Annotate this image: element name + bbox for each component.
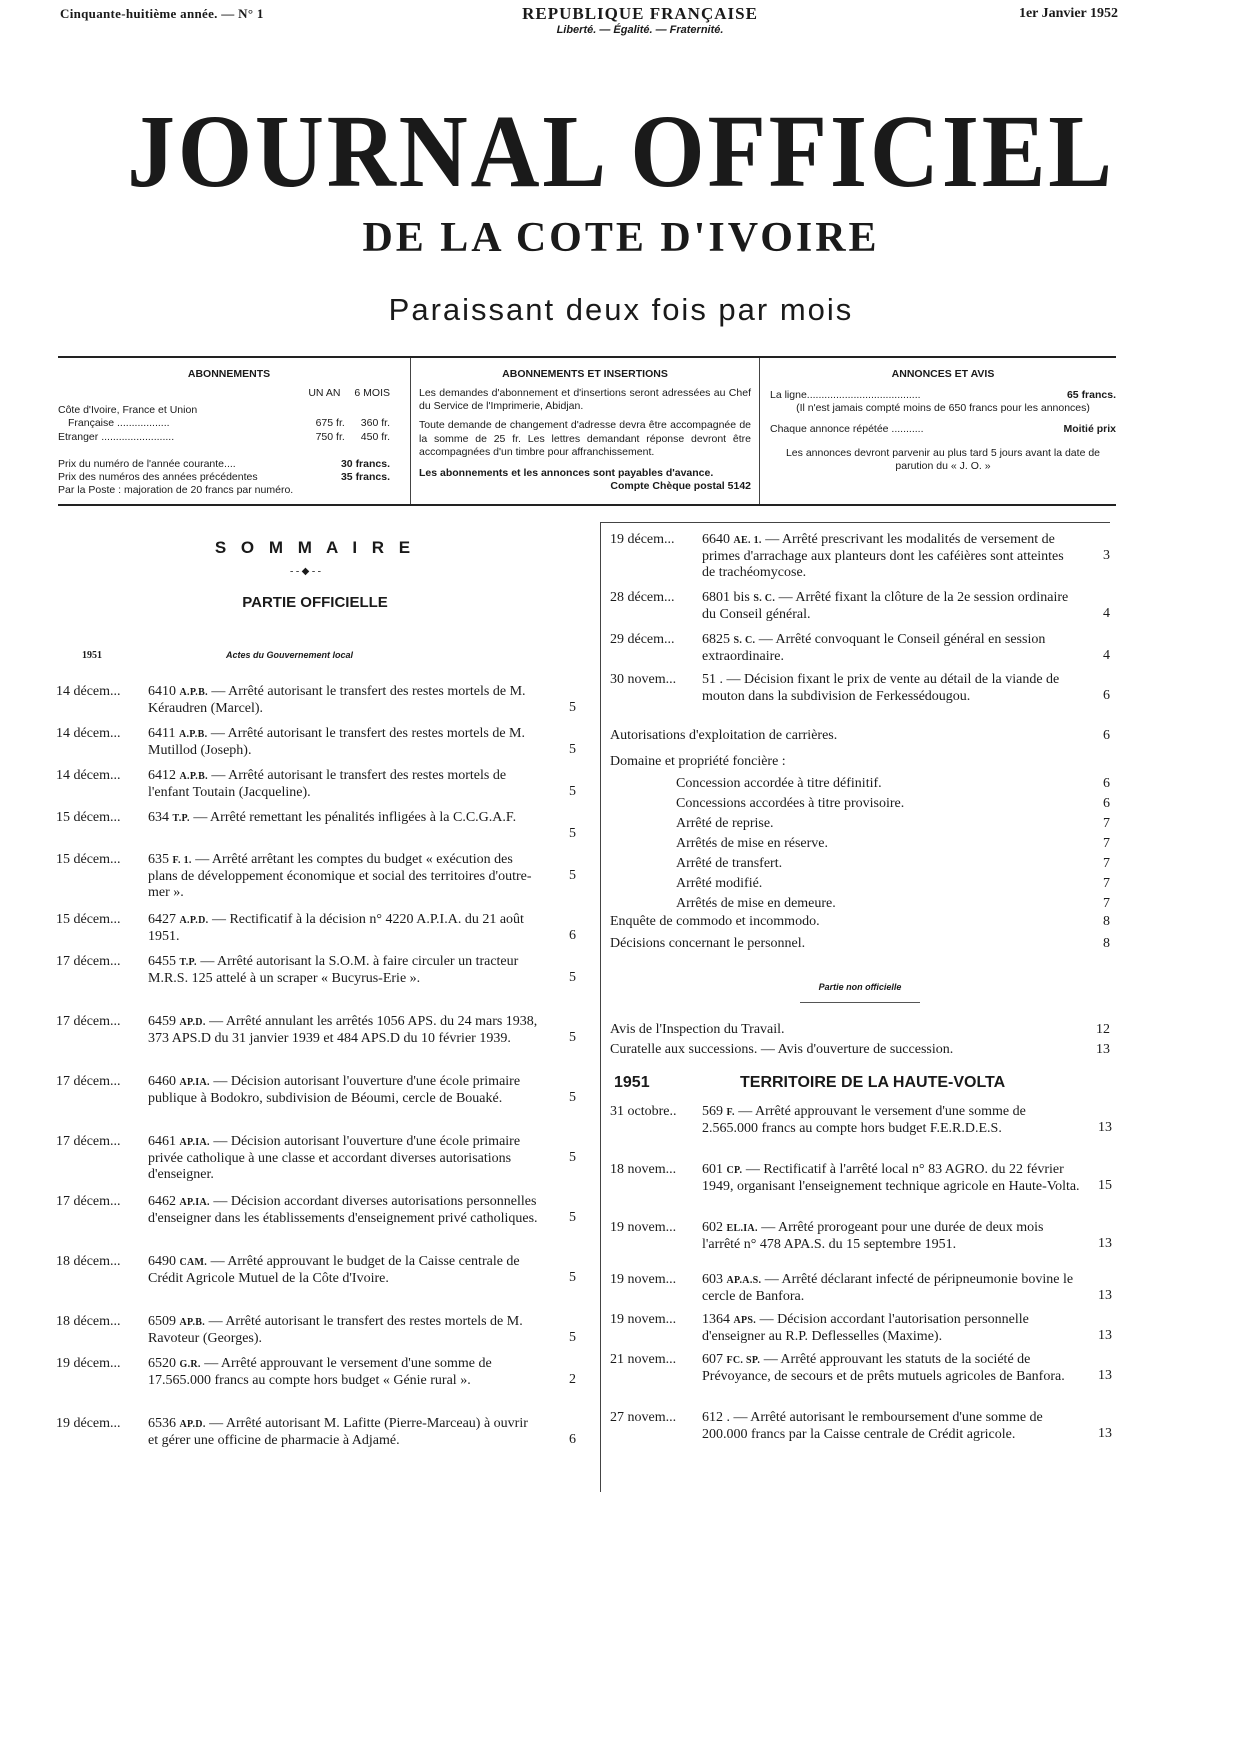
entry-text: [702, 532, 1080, 581]
entry-page: 6: [569, 1432, 576, 1447]
entry-code: APS.: [733, 1315, 757, 1326]
entry-date: 17 décem...: [56, 1134, 121, 1149]
entry-description: — Arrêté autorisant le transfert des restes mortels de l'enfant Toutain (Jacqueline).: [148, 768, 507, 800]
decisions-item: [610, 936, 1110, 952]
entry-description: — Arrêté autorisant M. Lafitte (Pierre-Marceau) à ouvrir et gérer une officine de pharmacie à Adjamé.: [148, 1416, 528, 1448]
domaine-item-page: 7: [1103, 836, 1110, 851]
entry-number: 602: [702, 1220, 723, 1235]
carrieres-item: [610, 728, 1110, 744]
domaine-item-label: Arrêté de transfert.: [676, 856, 783, 871]
annonces-note: (Il n'est jamais compté moins de 650 francs pour les annonces): [796, 402, 1090, 415]
entry-description: — Décision autorisant l'ouverture d'une école primaire publique à Bodokro, subdivision de Béoumi, cercle de Bouaké.: [148, 1074, 521, 1106]
domaine-item-page: 7: [1103, 856, 1110, 871]
avis-page: 12: [1096, 1022, 1110, 1037]
entry-text: [702, 1104, 1082, 1137]
entry-text: [148, 684, 540, 717]
entry-date: 15 décem...: [56, 912, 121, 927]
carrieres-label: Autorisations d'exploitation de carrières.: [610, 728, 838, 743]
repete-label: Chaque annonce répétée ...........: [770, 423, 924, 436]
journal-frequency: Paraissant deux fois par mois: [388, 292, 854, 327]
entry-text: [148, 1014, 540, 1047]
entry-page: 6: [569, 928, 576, 943]
entry-page: 13: [1098, 1368, 1112, 1383]
poste-note: Par la Poste : majoration de 20 francs par numéro.: [58, 483, 294, 496]
entry-description: — Arrêté prorogeant pour une durée de deux mois l'arrêté n° 478 APA.S. du 15 septembre 1951.: [702, 1220, 1044, 1252]
entry-text: [148, 1134, 540, 1183]
entry-date: 19 décem...: [610, 532, 675, 547]
entry-code: FC. SP.: [726, 1355, 761, 1366]
entry-number: 569: [702, 1104, 723, 1119]
entry-page: 6: [1103, 688, 1110, 703]
entry-number: 601: [702, 1162, 723, 1177]
entry-code: T.P.: [179, 957, 197, 968]
carrieres-page: 6: [1103, 728, 1110, 743]
entry-description: — Rectificatif à la décision n° 4220 A.P.I.A. du 21 août 1951.: [148, 912, 524, 944]
annonces-title: ANNONCES ET AVIS: [891, 368, 995, 380]
entry-description: — Arrêté approuvant les statuts de la société de Prévoyance, de secours et de prêts mutuels agricoles de Banfora.: [702, 1352, 1065, 1384]
republic-motto: Liberté. — Égalité. — Fraternité.: [556, 24, 724, 36]
entry-text: [702, 672, 1080, 705]
entry-date: 15 décem...: [56, 852, 121, 867]
entry-page: 5: [569, 826, 576, 841]
domaine-item: [676, 796, 1110, 812]
annonces-box: [770, 358, 1116, 504]
entry-date: 28 décem...: [610, 590, 675, 605]
domaine-item: [676, 876, 1110, 892]
domaine-item-label: Arrêtés de mise en réserve.: [676, 836, 828, 851]
domaine-item-label: Concessions accordées à titre provisoire.: [676, 796, 905, 811]
entry-code: EL.IA.: [726, 1223, 758, 1234]
entry-text: [148, 912, 540, 945]
col-un-an: UN AN: [308, 387, 341, 400]
entry-text: [702, 1352, 1082, 1385]
actes-heading: Actes du Gouvernement local: [226, 650, 354, 660]
issue-date: 1er Janvier 1952: [1018, 6, 1118, 21]
entry-code: T.P.: [172, 813, 190, 824]
insertions-p2: Toute demande de changement d'adresse devra être accompagnée de la somme de 25 fr. Les lettres demandant réponse devront être accompagnées d'un timbre pour affranchissement.: [419, 419, 751, 458]
entry-text: [148, 726, 540, 759]
entry-date: 14 décem...: [56, 768, 121, 783]
entry-date: 14 décem...: [56, 684, 121, 699]
entry-number: 6455: [148, 954, 176, 969]
entry-number: 6460: [148, 1074, 176, 1089]
partie-non-officielle-heading: Partie non officielle: [818, 982, 902, 992]
abo-6-mois: 360 fr.: [360, 417, 390, 430]
entry-description: — Arrêté autorisant le transfert des restes mortels de M. Kéraudren (Marcel).: [148, 684, 526, 716]
divider-rule: [800, 1002, 920, 1003]
entry-number: 6462: [148, 1194, 176, 1209]
entry-date: 19 novem...: [610, 1272, 677, 1287]
domaine-item-label: Arrêté de reprise.: [676, 816, 774, 831]
domaine-item: [676, 816, 1110, 832]
entry-text: [702, 1220, 1082, 1253]
entry-text: [148, 1254, 540, 1287]
journal-subtitle: DE LA COTE D'IVOIRE: [362, 215, 880, 261]
abonnements-box: [58, 358, 400, 504]
column-divider: [600, 522, 601, 1492]
entry-description: — Arrêté convoquant le Conseil général en session extraordinaire.: [702, 632, 1046, 664]
entry-number: 603: [702, 1272, 723, 1287]
entry-number: 6412: [148, 768, 176, 783]
domaine-label: Domaine et propriété foncière :: [610, 754, 786, 769]
entry-date: 19 novem...: [610, 1312, 677, 1327]
issue-number: Cinquante-huitième année. — N° 1: [60, 6, 264, 21]
entry-description: — Décision accordant l'autorisation personnelle d'enseigner au R.P. Deflesselles (Maxime).: [702, 1312, 1029, 1344]
domaine-item-page: 6: [1103, 776, 1110, 791]
entry-page: 5: [569, 1270, 576, 1285]
entry-code: CP.: [726, 1165, 743, 1176]
prix-courant-value: 30 francs.: [340, 457, 390, 470]
entry-number: 6520: [148, 1356, 176, 1371]
entry-date: 21 novem...: [610, 1352, 677, 1367]
entry-description: . — Décision fixant le prix de vente au détail de la viande de mouton dans la subdivision de Ferkessédougou.: [702, 672, 1060, 704]
entry-code: G.R.: [179, 1359, 201, 1370]
entry-date: 18 décem...: [56, 1314, 121, 1329]
compte-cheque: Compte Chèque postal 5142: [610, 479, 751, 492]
partie-officielle-heading: PARTIE OFFICIELLE: [242, 594, 388, 611]
domaine-item: [676, 896, 1110, 912]
entry-page: 13: [1098, 1288, 1112, 1303]
entry-number: 51: [702, 672, 716, 687]
col-6-mois: 6 MOIS: [354, 387, 390, 400]
insertions-title: ABONNEMENTS ET INSERTIONS: [502, 368, 668, 380]
entry-description: — Arrêté autorisant la S.O.M. à faire circuler un tracteur M.R.S. 125 attelé à un scraper « Bucyrus-Erie ».: [148, 954, 519, 986]
entry-code: AP.IA.: [179, 1137, 210, 1148]
entry-code: S. C.: [733, 635, 756, 646]
entry-code: S. C.: [753, 593, 776, 604]
entry-date: 14 décem...: [56, 726, 121, 741]
entry-code: A.P.B.: [179, 687, 208, 698]
domaine-item: [676, 836, 1110, 852]
abo-row-label: Côte d'Ivoire, France et Union: [58, 404, 198, 417]
insertions-p3: Les abonnements et les annonces sont payables d'avance.: [419, 466, 714, 479]
entry-text: [148, 1356, 540, 1389]
entry-description: — Arrêté approuvant le versement d'une somme de 2.565.000 francs au compte hors budget F.E.R.D.E.S.: [702, 1104, 1026, 1136]
entry-code: F. 1.: [172, 855, 192, 866]
insertions-box: [410, 358, 760, 504]
entry-number: 6801 bis: [702, 590, 750, 605]
journal-title: JOURNAL OFFICIEL: [127, 94, 1115, 209]
entry-text: [702, 1272, 1082, 1305]
entry-description: — Arrêté arrêtant les comptes du budget « exécution des plans de développement économique et social des territoires d'outre-mer ».: [148, 852, 532, 900]
entry-number: 6411: [148, 726, 176, 741]
entry-page: 4: [1103, 606, 1110, 621]
entry-page: 3: [1103, 548, 1110, 563]
republic-block: [440, 4, 840, 36]
abo-un-an: 675 fr.: [315, 417, 345, 430]
abo-row-label: Etranger .........................: [58, 430, 175, 443]
entry-description: — Arrêté approuvant le versement d'une somme de 17.565.000 francs au compte hors budget « Génie rural ».: [148, 1356, 492, 1388]
ornament-icon: - - ◆ - -: [290, 566, 322, 577]
entry-date: 29 décem...: [610, 632, 675, 647]
entry-page: 5: [569, 868, 576, 883]
decisions-page: 8: [1103, 936, 1110, 951]
entry-text: [148, 1074, 540, 1107]
entry-page: 13: [1098, 1236, 1112, 1251]
enquete-item: [610, 914, 1110, 930]
entry-code: F.: [726, 1107, 735, 1118]
entry-description: — Arrêté prescrivant les modalités de versement de primes d'arrachage aux planteurs dont les caféières sont atteintes de trachéomycose.: [702, 532, 1064, 580]
entry-page: 15: [1098, 1178, 1112, 1193]
prix-precedentes-value: 35 francs.: [340, 470, 390, 483]
entry-date: 15 décem...: [56, 810, 121, 825]
entry-page: 5: [569, 1210, 576, 1225]
prix-courant: Prix du numéro de l'année courante....: [58, 457, 236, 470]
entry-text: [148, 768, 540, 801]
entry-page: 5: [569, 742, 576, 757]
entry-description: — Arrêté autorisant le transfert des restes mortels de M. Ravoteur (Georges).: [148, 1314, 523, 1346]
entry-code: AP.B.: [179, 1317, 206, 1328]
entry-description: — Arrêté déclarant infecté de péripneumonie bovine le cercle de Banfora.: [702, 1272, 1074, 1304]
year-label: 1951: [82, 650, 102, 661]
curatelle-item: [610, 1042, 1110, 1058]
domaine-item: [676, 856, 1110, 872]
entry-text: [702, 1312, 1082, 1345]
entry-date: 27 novem...: [610, 1410, 677, 1425]
entry-description: — Arrêté annulant les arrêtés 1056 APS. du 24 mars 1938, 373 APS.D du 31 janvier 1939 et 484 APS.D du 10 février 1939.: [148, 1014, 538, 1046]
entry-description: — Décision accordant diverses autorisations personnelles d'enseigner dans les établissements d'enseignement privé catholiques.: [148, 1194, 538, 1226]
entry-text: [148, 852, 540, 901]
entry-code: A.P.B.: [178, 729, 208, 740]
entry-text: [702, 1162, 1082, 1195]
entry-page: 13: [1098, 1426, 1112, 1441]
entry-number: 635: [148, 852, 169, 867]
entry-number: 6427: [148, 912, 176, 927]
domaine-item: [676, 776, 1110, 792]
entry-code: AP.A.S.: [726, 1275, 762, 1286]
curatelle-page: 13: [1096, 1042, 1110, 1057]
entry-text: [148, 954, 540, 987]
avis-label: Avis de l'Inspection du Travail.: [610, 1022, 785, 1037]
entry-page: 13: [1098, 1120, 1112, 1135]
entry-date: 31 octobre..: [610, 1104, 677, 1119]
entry-page: 5: [569, 1090, 576, 1105]
annonces-delai: Les annonces devront parvenir au plus tard 5 jours avant la date de parution du « J. O. »: [785, 446, 1101, 472]
hv-title: TERRITOIRE DE LA HAUTE-VOLTA: [740, 1074, 1006, 1091]
insertions-p1: Les demandes d'abonnement et d'insertions seront adressées au Chef du Service de l'Imprimerie, Abidjan.: [419, 387, 751, 413]
curatelle-label: Curatelle aux successions. — Avis d'ouverture de succession.: [610, 1042, 954, 1057]
republic-title: REPUBLIQUE FRANÇAISE: [522, 4, 758, 23]
entry-page: 5: [569, 1030, 576, 1045]
entry-number: 612: [702, 1410, 723, 1425]
entry-page: 4: [1103, 648, 1110, 663]
entry-date: 18 novem...: [610, 1162, 677, 1177]
avis-item: [610, 1022, 1110, 1038]
ligne-label: La ligne.......................................: [770, 389, 921, 402]
domaine-heading: [610, 754, 1110, 770]
abonnements-title: ABONNEMENTS: [187, 368, 271, 380]
decisions-label: Décisions concernant le personnel.: [610, 936, 806, 951]
domaine-item-page: 7: [1103, 876, 1110, 891]
domaine-item-label: Arrêté modifié.: [676, 876, 763, 891]
entry-date: 17 décem...: [56, 1014, 121, 1029]
entry-description: — Rectificatif à l'arrêté local n° 83 AGRO. du 22 février 1949, organisant l'enseignement technique agricole en Haute-Volta.: [702, 1162, 1080, 1194]
entry-description: — Décision autorisant l'ouverture d'une école primaire privée catholique à une classe et accordant diverses autorisations d'enseigner.: [148, 1134, 521, 1182]
entry-code: AP.D.: [179, 1419, 206, 1430]
entry-text: [702, 590, 1080, 623]
entry-code: AE. 1.: [733, 535, 762, 546]
entry-code: AP.IA.: [179, 1197, 210, 1208]
entry-page: 5: [569, 1330, 576, 1345]
entry-date: 19 novem...: [610, 1220, 677, 1235]
entry-code: A.P.D.: [179, 915, 209, 926]
entry-number: 6640: [702, 532, 730, 547]
entry-number: 6825: [702, 632, 730, 647]
entry-code: CAM.: [179, 1257, 208, 1268]
entry-description: — Arrêté fixant la clôture de la 2e session ordinaire du Conseil général.: [702, 590, 1069, 622]
entry-description: — Arrêté autorisant le transfert des restes mortels de M. Mutillod (Joseph).: [148, 726, 525, 758]
abo-row-label: Française ..................: [68, 417, 170, 430]
entry-number: 6410: [148, 684, 176, 699]
entry-description: — Arrêté approuvant le budget de la Caisse centrale de Crédit Agricole Mutuel de la Côte d'Ivoire.: [148, 1254, 520, 1286]
entry-description: . — Arrêté autorisant le remboursement d'une somme de 200.000 francs par la Caisse centrale de Crédit agricole.: [702, 1410, 1043, 1442]
entry-code: AP.IA.: [179, 1077, 210, 1088]
domaine-item-label: Concession accordée à titre définitif.: [676, 776, 882, 791]
header-bar: [60, 4, 1118, 44]
entry-page: 5: [569, 784, 576, 799]
abo-6-mois: 450 fr.: [360, 430, 390, 443]
entry-date: 30 novem...: [610, 672, 677, 687]
entry-description: — Arrêté remettant les pénalités infligées à la C.C.G.A.F.: [189, 810, 517, 825]
entry-text: [148, 1314, 540, 1347]
entry-date: 19 décem...: [56, 1356, 121, 1371]
entry-number: 6536: [148, 1416, 176, 1431]
entry-page: 5: [569, 1150, 576, 1165]
right-column-rule: [600, 522, 1110, 523]
entry-text: [702, 632, 1080, 665]
entry-number: 607: [702, 1352, 723, 1367]
entry-code: A.P.B.: [179, 771, 208, 782]
entry-date: 18 décem...: [56, 1254, 121, 1269]
entry-date: 17 décem...: [56, 1074, 121, 1089]
entry-number: 634: [148, 810, 169, 825]
sommaire-title: S O M M A I R E: [214, 538, 416, 557]
entry-date: 17 décem...: [56, 954, 121, 969]
prix-precedentes: Prix des numéros des années précédentes: [58, 470, 258, 483]
entry-page: 2: [569, 1372, 576, 1387]
entry-date: 19 décem...: [56, 1416, 121, 1431]
abo-un-an: 750 fr.: [315, 430, 345, 443]
enquete-page: 8: [1103, 914, 1110, 929]
domaine-item-page: 7: [1103, 896, 1110, 911]
ligne-value: 65 francs.: [1066, 389, 1116, 402]
entry-number: 6459: [148, 1014, 176, 1029]
entry-page: 13: [1098, 1328, 1112, 1343]
entry-date: 17 décem...: [56, 1194, 121, 1209]
entry-text: [148, 1194, 540, 1227]
enquete-label: Enquête de commodo et incommodo.: [610, 914, 820, 929]
hv-year: 1951: [614, 1074, 650, 1091]
entry-page: 5: [569, 970, 576, 985]
subscription-panel: [58, 356, 1116, 506]
entry-number: 6509: [148, 1314, 176, 1329]
entry-text: [148, 1416, 540, 1449]
entry-text: [702, 1410, 1082, 1443]
repete-value: Moitié prix: [1063, 423, 1116, 436]
entry-text: [148, 810, 540, 827]
entry-number: 6490: [148, 1254, 176, 1269]
domaine-item-page: 6: [1103, 796, 1110, 811]
entry-code: AP.D.: [179, 1017, 206, 1028]
entry-number: 1364: [702, 1312, 730, 1327]
entry-number: 6461: [148, 1134, 176, 1149]
entry-page: 5: [569, 700, 576, 715]
domaine-item-page: 7: [1103, 816, 1110, 831]
domaine-item-label: Arrêtés de mise en demeure.: [676, 896, 836, 911]
